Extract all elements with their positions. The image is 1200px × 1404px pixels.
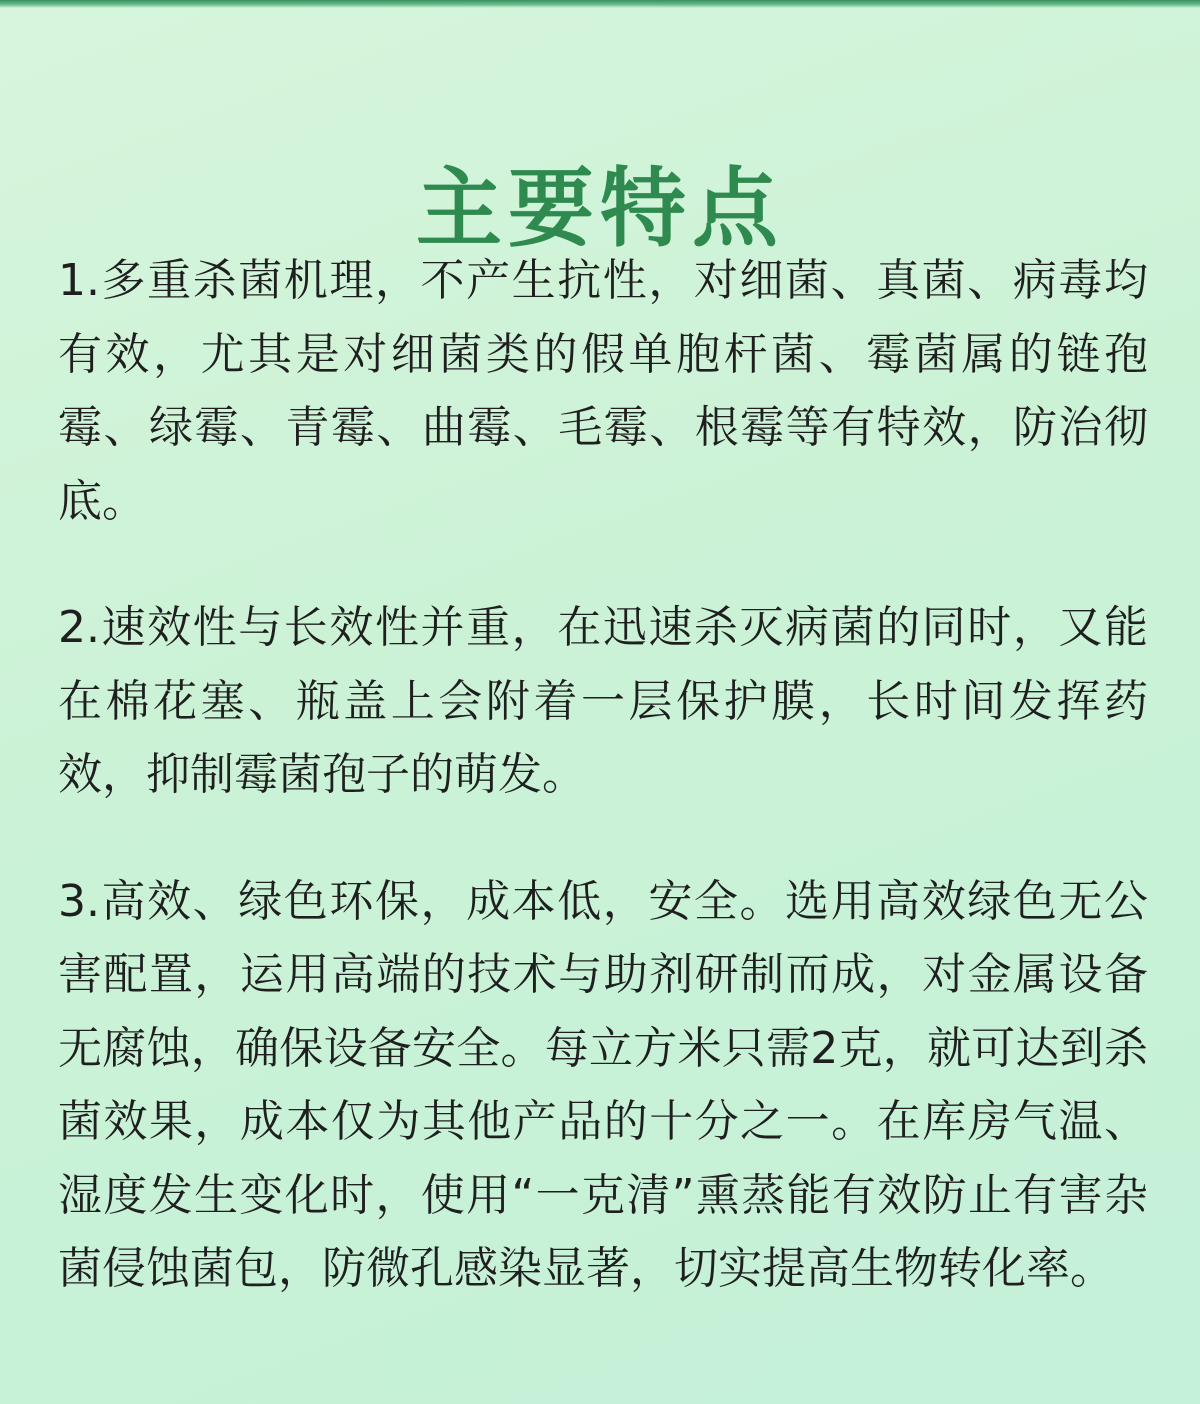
- top-accent-bar: [0, 0, 1200, 8]
- page-title: 主要特点: [416, 158, 784, 259]
- feature-list: [58, 244, 1148, 1306]
- feature-item-3: 3.高效、绿色环保，成本低，安全。选用高效绿色无公害配置，运用高端的技术与助剂研制而成，对金属设备无腐蚀，确保设备安全。每立方米只需2克，就可达到杀菌效果，成本仅为其他产品的十分之一。在库房气温、湿度发生变化时，使用“一克清”熏蒸能有效防止有害杂菌侵蚀菌包，防微孔感染显著，切实提高生物转化率。: [58, 875, 1148, 1294]
- feature-item-2: 2.速效性与长效性并重，在迅速杀灭病菌的同时，又能在棉花塞、瓶盖上会附着一层保护膜，长时间发挥药效，抑制霉菌孢子的萌发。: [58, 602, 1148, 800]
- feature-item-1: 1.多重杀菌机理，不产生抗性，对细菌、真菌、病毒均有效，尤其是对细菌类的假单胞杆菌、霉菌属的链孢霉、绿霉、青霉、曲霉、毛霉、根霉等有特效，防治彻底。: [58, 255, 1148, 527]
